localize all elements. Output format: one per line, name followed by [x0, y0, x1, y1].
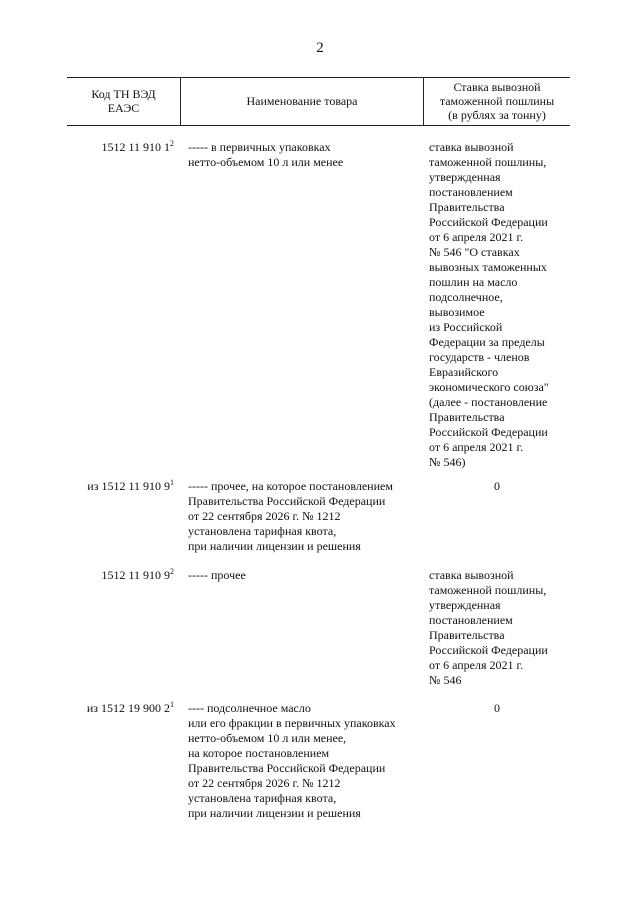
row-rate — [429, 568, 569, 688]
header-text: ЕАЭС — [107, 101, 140, 115]
row-name-line: на которое постановлением — [188, 746, 330, 760]
row-rate-line: 0 — [494, 701, 500, 715]
row-code-footnote: 2 — [170, 567, 174, 576]
header-rate-column — [424, 79, 570, 123]
row-rate-line: ставка вывозной — [429, 140, 514, 154]
row-rate — [429, 140, 569, 470]
row-code-footnote: 2 — [170, 139, 174, 148]
row-code — [60, 701, 174, 716]
row-name-line: при наличии лицензии и решения — [188, 539, 361, 553]
row-rate-line: постановлением — [429, 613, 513, 627]
row-rate-line: вывозных таможенных — [429, 260, 547, 274]
row-rate-line: подсолнечное, — [429, 290, 503, 304]
row-name-line: нетто-объемом 10 л или менее — [188, 155, 344, 169]
row-rate-line: № 546) — [429, 455, 466, 469]
row-name-line: установлена тарифная квота, — [188, 791, 337, 805]
row-rate-line: Федерации за пределы — [429, 335, 545, 349]
row-rate-line: Правительства — [429, 628, 505, 642]
row-rate-line: из Российской — [429, 320, 503, 334]
row-rate-line: постановлением — [429, 185, 513, 199]
row-name-line: ----- в первичных упаковках — [188, 140, 331, 154]
row-code — [60, 140, 174, 155]
row-name-line: Правительства Российской Федерации — [188, 761, 386, 775]
row-rate — [424, 701, 570, 716]
row-rate-line: экономического союза" — [429, 380, 549, 394]
row-code-text: из 1512 11 910 9 — [87, 479, 170, 493]
row-rate-line: Евразийского — [429, 365, 499, 379]
row-code-text: 1512 11 910 1 — [101, 140, 170, 154]
row-rate-line: (далее - постановление — [429, 395, 548, 409]
row-rate-line: таможенной пошлины, — [429, 155, 547, 169]
header-text: Наименование товара — [246, 94, 358, 108]
row-rate-line: пошлин на масло — [429, 275, 518, 289]
row-rate-line: государств - членов — [429, 350, 530, 364]
row-name-line: ---- подсолнечное масло — [188, 701, 311, 715]
row-code-footnote: 1 — [170, 478, 174, 487]
row-code-footnote: 1 — [170, 700, 174, 709]
header-text: Ставка вывозной — [453, 80, 541, 94]
row-rate-line: от 6 апреля 2021 г. — [429, 658, 524, 672]
row-code-text: 1512 11 910 9 — [101, 568, 170, 582]
row-rate-line: таможенной пошлины, — [429, 583, 547, 597]
row-name-line: при наличии лицензии и решения — [188, 806, 361, 820]
row-rate — [424, 479, 570, 494]
table-header-bottom-rule — [67, 125, 570, 126]
header-text: таможенной пошлины — [439, 94, 555, 108]
row-rate-line: ставка вывозной — [429, 568, 514, 582]
row-rate-line: Российской Федерации — [429, 425, 548, 439]
row-name-line: или его фракции в первичных упаковках — [188, 716, 396, 730]
row-rate-line: Правительства — [429, 200, 505, 214]
header-text: (в рублях за тонну) — [448, 108, 546, 122]
header-code-column — [67, 79, 180, 123]
row-rate-line: № 546 "О ставках — [429, 245, 520, 259]
row-name-line: ----- прочее — [188, 568, 246, 582]
row-code — [60, 568, 174, 583]
header-name-column — [181, 79, 423, 123]
row-rate-line: от 6 апреля 2021 г. — [429, 230, 524, 244]
page-number: 2 — [316, 40, 324, 56]
row-name-line: от 22 сентября 2026 г. № 1212 — [188, 509, 341, 523]
row-rate-line: вывозимое — [429, 305, 485, 319]
row-rate-line: от 6 апреля 2021 г. — [429, 440, 524, 454]
row-rate-line: № 546 — [429, 673, 462, 687]
header-text: Код ТН ВЭД — [91, 87, 156, 101]
row-name — [188, 568, 420, 583]
table-top-rule — [67, 77, 570, 78]
row-name-line: Правительства Российской Федерации — [188, 494, 386, 508]
row-code-text: из 1512 19 900 2 — [86, 701, 170, 715]
row-name-line: установлена тарифная квота, — [188, 524, 337, 538]
row-name — [188, 701, 420, 821]
row-rate-line: утвержденная — [429, 598, 501, 612]
row-name — [188, 140, 420, 170]
row-rate-line: Российской Федерации — [429, 215, 548, 229]
row-rate-line: Российской Федерации — [429, 643, 548, 657]
row-name-line: от 22 сентября 2026 г. № 1212 — [188, 776, 341, 790]
row-code — [60, 479, 174, 494]
row-name-line: ----- прочее, на которое постановлением — [188, 479, 393, 493]
row-name-line: нетто-объемом 10 л или менее, — [188, 731, 347, 745]
row-rate-line: Правительства — [429, 410, 505, 424]
row-name — [188, 479, 420, 554]
row-rate-line: 0 — [494, 479, 500, 493]
row-rate-line: утвержденная — [429, 170, 501, 184]
